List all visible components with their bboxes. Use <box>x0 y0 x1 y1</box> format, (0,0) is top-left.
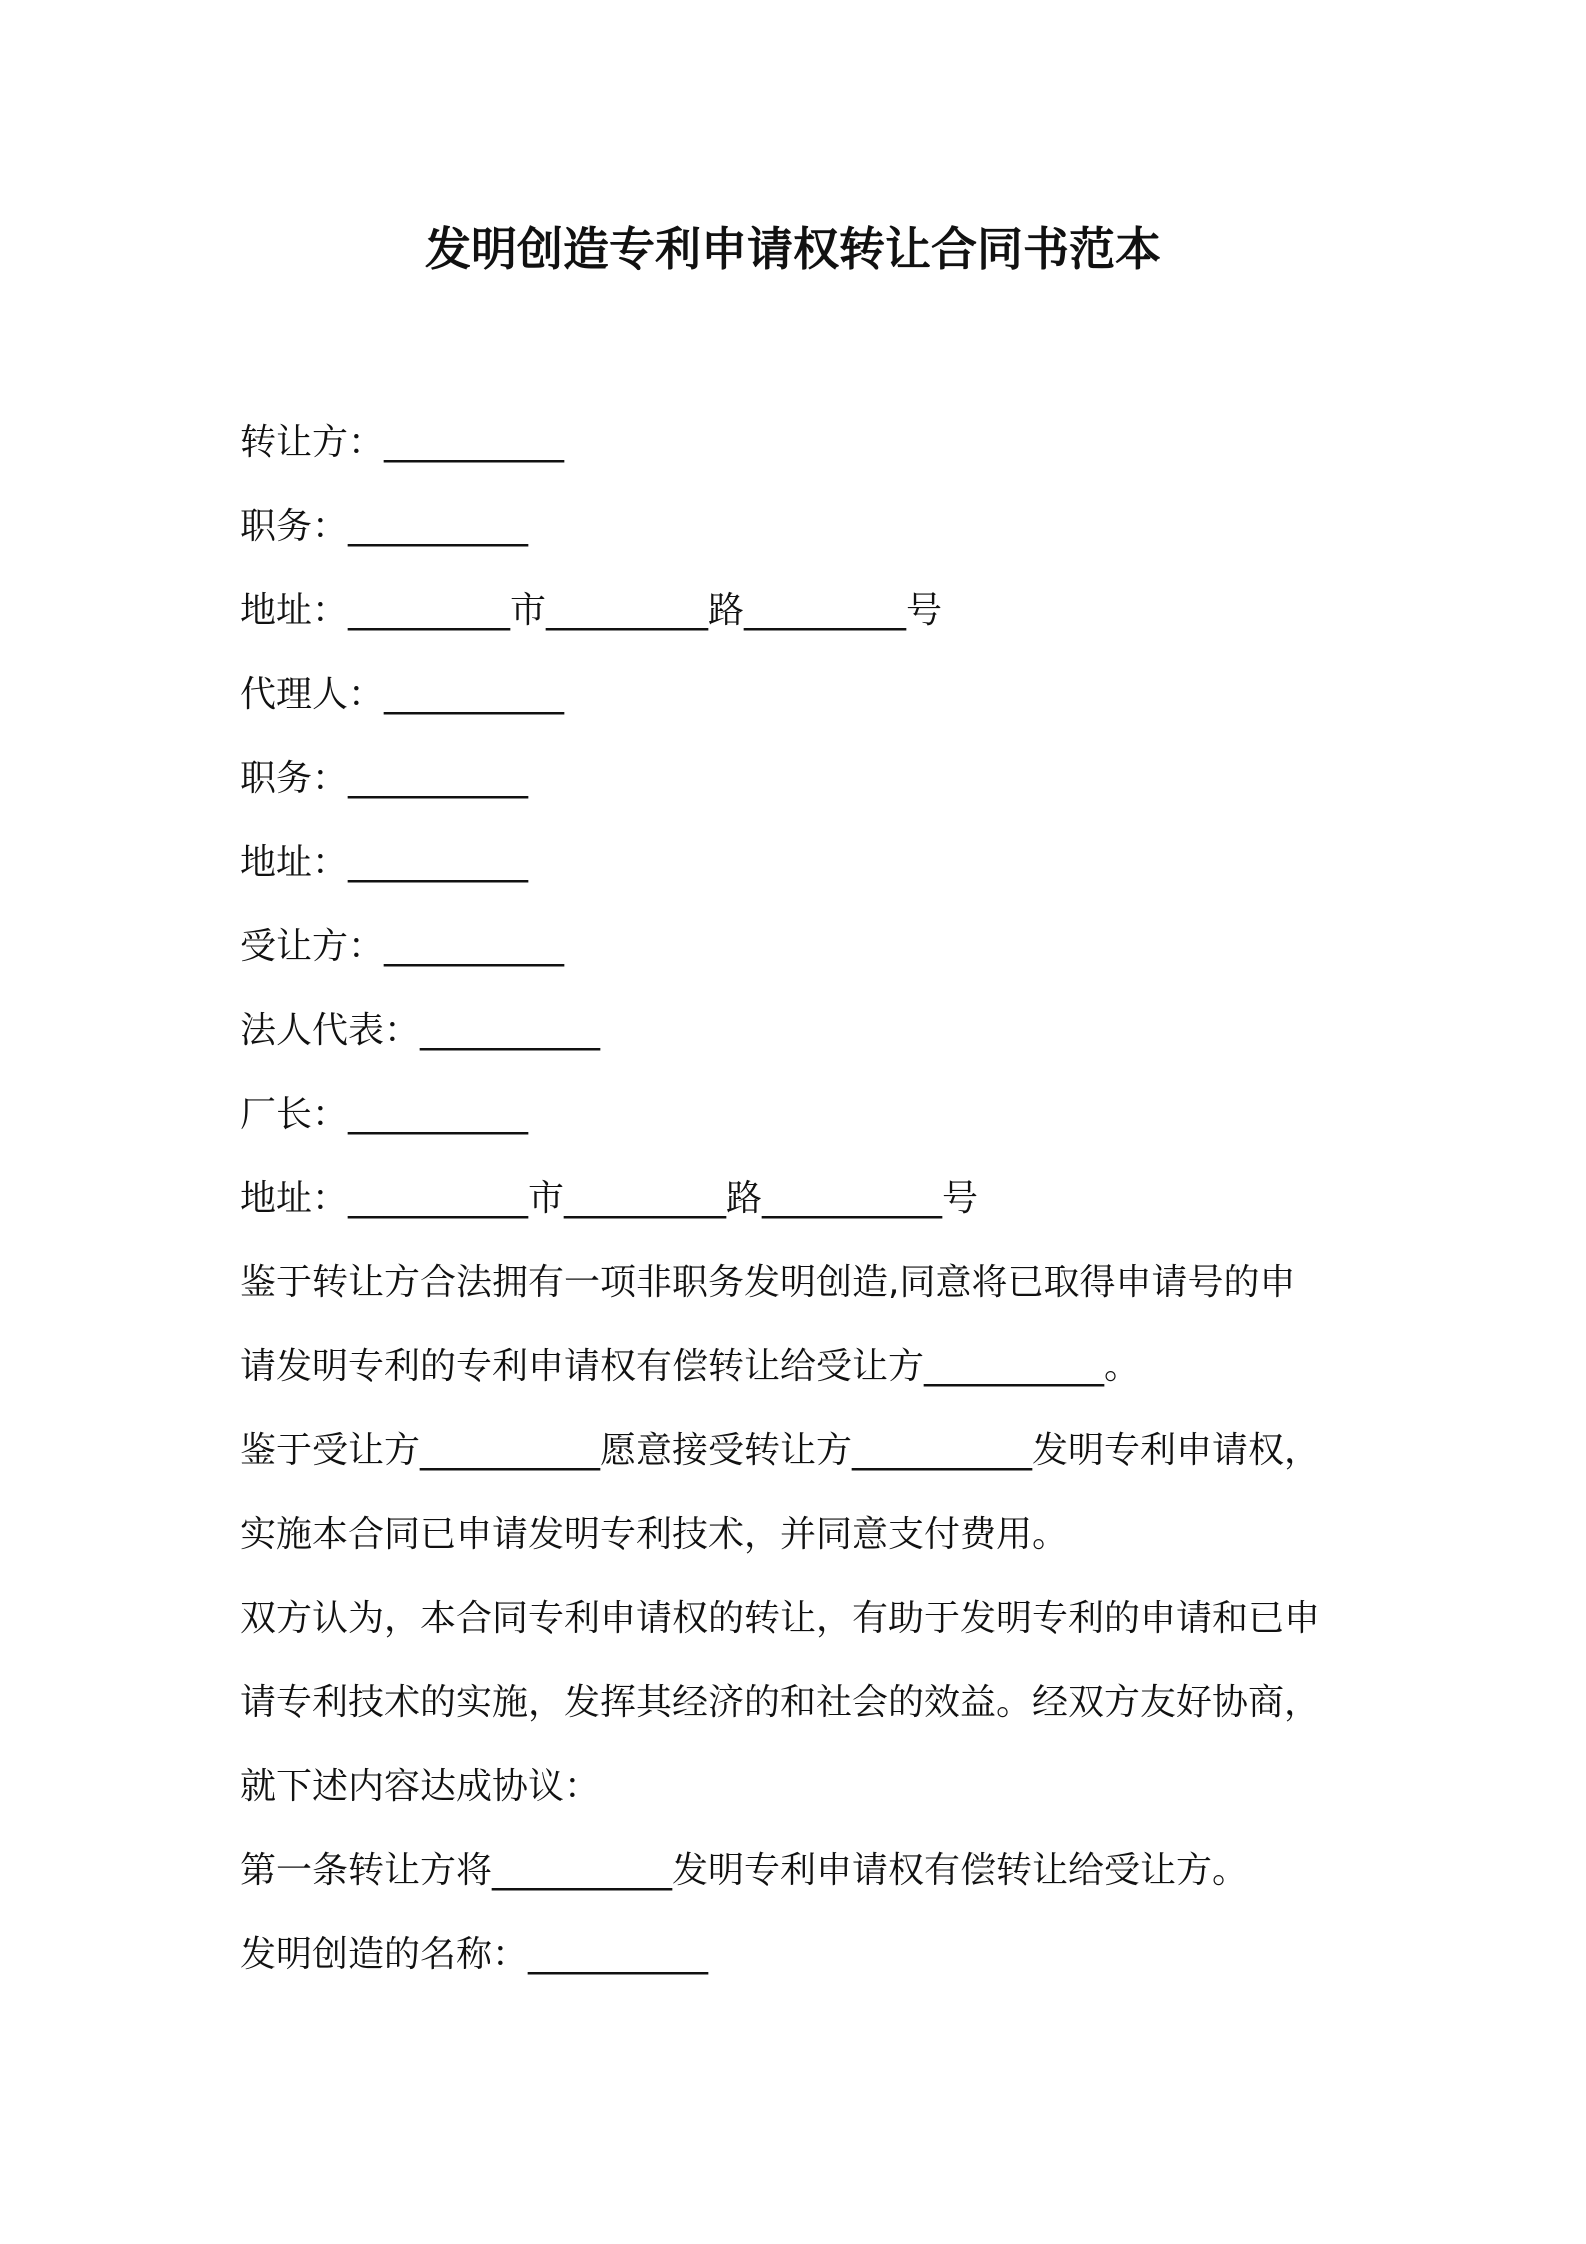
legal-representative-field: 法人代表：__________ <box>240 1010 601 1051</box>
transferor-position-field: 职务：__________ <box>240 506 529 547</box>
invention-name-field: 发明创造的名称：__________ <box>240 1934 709 1975</box>
paragraph-line: 实施本合同已申请发明专利技术，并同意支付费用。 <box>240 1514 1069 1555</box>
transferor-field: 转让方：__________ <box>240 422 565 463</box>
paragraph-line: 就下述内容达成协议： <box>240 1766 601 1807</box>
document-body <box>240 401 1360 1997</box>
paragraph-line: 双方认为，本合同专利申请权的转让，有助于发明专利的申请和已申 <box>240 1598 1321 1639</box>
transferor-address-field: 地址：_________市_________路_________号 <box>240 590 943 631</box>
agent-field: 代理人：__________ <box>240 674 565 715</box>
agent-position-field: 职务：__________ <box>240 758 529 799</box>
paragraph-line: 鉴于受让方__________愿意接受转让方__________发明专利申请权， <box>240 1430 1321 1471</box>
paragraph-line: 鉴于转让方合法拥有一项非职务发明创造,同意将已取得申请号的申 <box>240 1262 1296 1303</box>
agent-address-field: 地址：__________ <box>240 842 529 883</box>
transferee-address-field: 地址：__________市_________路__________号 <box>240 1178 979 1219</box>
transferee-field: 受让方：__________ <box>240 926 565 967</box>
paragraph-line: 请发明专利的专利申请权有偿转让给受让方__________。 <box>240 1346 1141 1387</box>
document-title: 发明创造专利申请权转让合同书范本 <box>425 222 1161 276</box>
factory-director-field: 厂长：__________ <box>240 1094 529 1135</box>
paragraph-line: 请专利技术的实施，发挥其经济的和社会的效益。经双方友好协商， <box>240 1682 1321 1723</box>
article-one-line: 第一条转让方将__________发明专利申请权有偿转让给受让方。 <box>240 1850 1249 1891</box>
